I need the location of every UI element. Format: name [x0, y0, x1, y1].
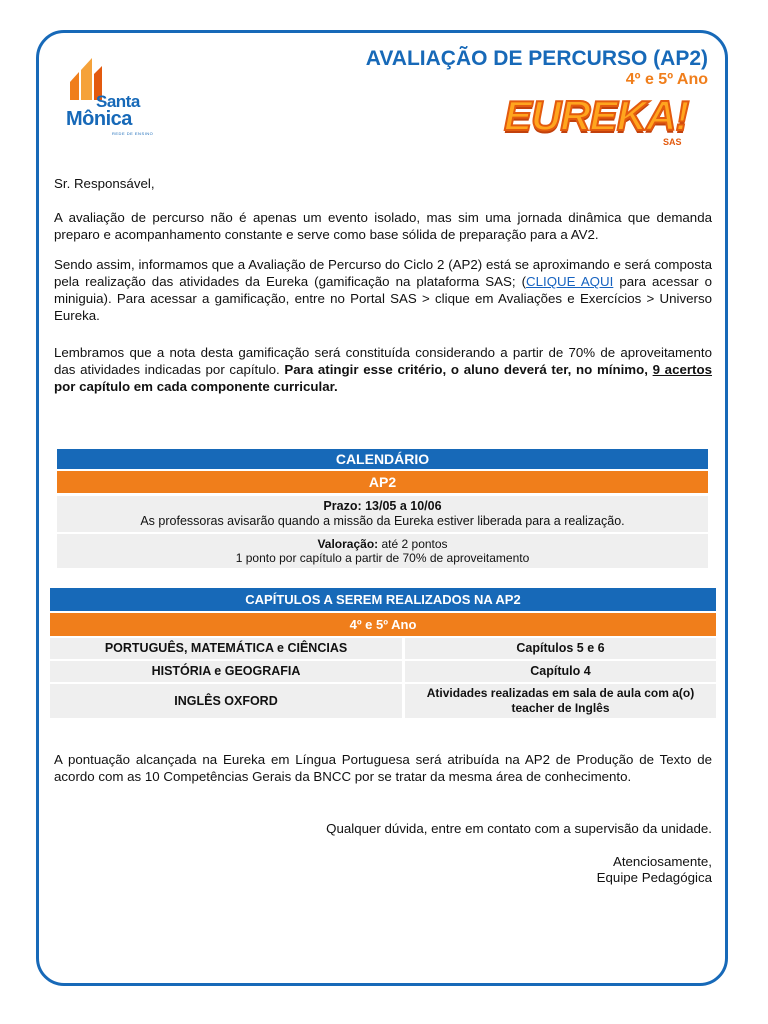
- table-row-2-chapters: Capítulo 4: [405, 661, 716, 682]
- signature-line: Equipe Pedagógica: [596, 870, 712, 885]
- logo-text-santa: Santa: [96, 92, 140, 111]
- paragraph-2-text-start: Sendo assim, informamos que a Avaliação de Percurso do Ciclo 2 (AP2) está se aproximando e será composta pela realização das atividades da Eureka (gamificação na plataforma SAS; (: [54, 257, 712, 289]
- page-title: AVALIAÇÃO DE PERCURSO (AP2): [365, 47, 708, 70]
- paragraph-3-text: Lembramos que a nota desta gamificação será constituída considerando a partir de 70% de aproveitamento das atividades indicadas por capítulo.: [54, 345, 712, 377]
- logo-text-monica: Mônica: [66, 108, 132, 130]
- paragraph-2: [54, 256, 712, 324]
- valoracao-value: até 2 pontos: [378, 537, 448, 551]
- paragraph-2-text-end: para acessar o miniguia). Para acessar a gamificação, entre no Portal SAS > clique em Avaliações e Exercícios > Universo Eureka.: [54, 274, 712, 323]
- paragraph-4: A pontuação alcançada na Eureka em Língua Portuguesa será atribuída na AP2 de Produção de Texto de acordo com as 10 Competências Gerais da BNCC por se tratar da mesma área de conhecimento.: [54, 752, 712, 784]
- table-row-1-subject: PORTUGUÊS, MATEMÁTICA e CIÊNCIAS: [50, 638, 402, 659]
- table-row-3-chapters: Atividades realizadas em sala de aula com a(o) teacher de Inglês: [405, 684, 716, 718]
- clique-aqui-link[interactable]: CLIQUE AQUI: [526, 274, 614, 289]
- eureka-sas-label: SAS: [663, 137, 682, 147]
- chapters-subheader: 4º e 5º Ano: [50, 613, 716, 636]
- eureka-wordmark: EUREKA!: [504, 92, 689, 139]
- prazo-label: Prazo: 13/05 a 10/06: [323, 499, 442, 513]
- contact-line: Qualquer dúvida, entre em contato com a supervisão da unidade.: [326, 821, 712, 836]
- valoracao-note: 1 ponto por capítulo a partir de 70% de aproveitamento: [235, 551, 530, 565]
- calendar-prazo-cell: [57, 496, 708, 532]
- paragraph-3-bold-underlined: 9 acertos: [652, 362, 712, 377]
- paragraph-3-bold-end: por capítulo em cada componente curricular.: [54, 379, 338, 394]
- logo-text-rede: REDE DE ENSINO: [112, 131, 154, 136]
- regards-line: Atenciosamente,: [612, 854, 712, 869]
- table-row-2-subject: HISTÓRIA e GEOGRAFIA: [50, 661, 402, 682]
- chapters-header: CAPÍTULOS A SEREM REALIZADOS NA AP2: [50, 588, 716, 611]
- valoracao-label: Valoração:: [317, 537, 379, 551]
- table-row-3-subject: INGLÊS OXFORD: [50, 684, 402, 718]
- paragraph-1: A avaliação de percurso não é apenas um evento isolado, mas sim uma jornada dinâmica que demanda preparo e acompanhamento constante e serve como base sólida de preparação para a AV2.: [54, 210, 712, 242]
- santa-monica-logo: [62, 56, 172, 136]
- valoracao-line: [57, 537, 708, 551]
- page-subtitle: 4º e 5º Ano: [625, 71, 708, 88]
- calendar-subheader: AP2: [57, 471, 708, 493]
- greeting: Sr. Responsável,: [54, 176, 155, 191]
- prazo-note: As professoras avisarão quando a missão da Eureka estiver liberada para a realização.: [140, 514, 625, 528]
- paragraph-3-bold-start: Para atingir esse critério, o aluno deverá ter, no mínimo,: [284, 362, 653, 377]
- eureka-logo: [498, 92, 708, 154]
- calendar-valoracao-cell: [57, 534, 708, 568]
- paragraph-3: [54, 344, 712, 395]
- calendar-header: CALENDÁRIO: [57, 449, 708, 469]
- table-row-1-chapters: Capítulos 5 e 6: [405, 638, 716, 659]
